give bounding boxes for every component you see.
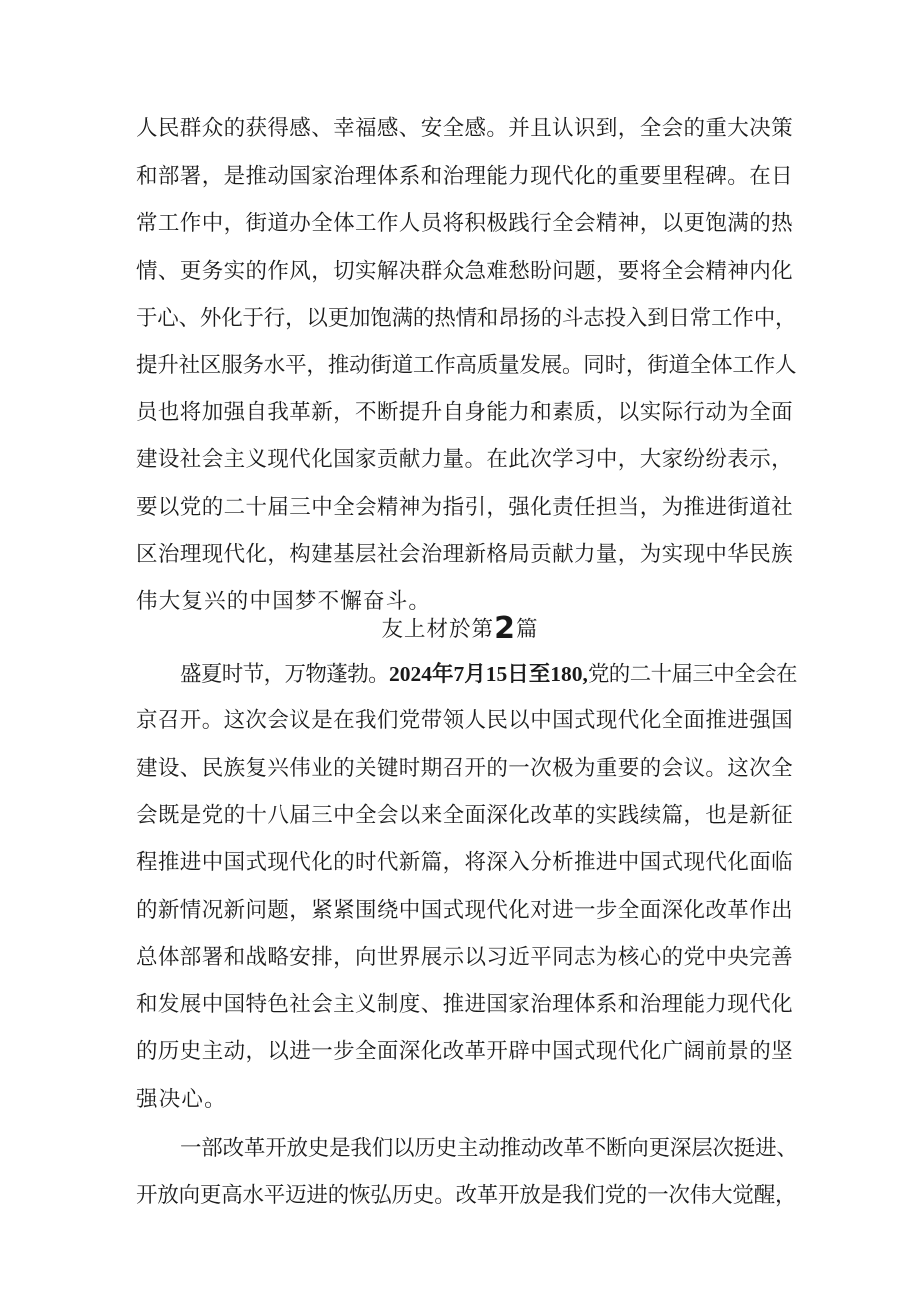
paragraph-2-date: 2024年7月15日至180, xyxy=(389,662,588,686)
paragraph-1-line-3: 常工作中，街道办全体工作人员将积极践行全会精神，以更饱满的热 xyxy=(136,211,794,236)
section-heading-number: 2 xyxy=(494,611,516,646)
paragraph-1-line-9: 要以党的二十届三中全会精神为指引，强化责任担当，为推进街道社 xyxy=(136,495,794,520)
paragraph-1-line-4: 情、更务实的作风，切实解决群众急难愁盼问题，要将全会精神内化 xyxy=(136,259,794,284)
paragraph-2-line-3: 建设、民族复兴伟业的关键时期召开的一次极为重要的会议。这次全 xyxy=(136,756,794,781)
paragraph-2-line-1-end: 党的二十届三中全会在 xyxy=(587,662,797,687)
paragraph-1-line-5: 于心、外化于行，以更加饱满的热情和昂扬的斗志投入到日常工作中， xyxy=(136,306,797,331)
paragraph-3-line-1: 一部改革开放史是我们以历史主动推动改革不断向更深层次挺进、 xyxy=(180,1136,798,1161)
section-heading-suffix: 篇 xyxy=(515,617,539,642)
paragraph-2-line-7: 总体部署和战略安排，向世界展示以习近平同志为核心的党中央完善 xyxy=(136,945,794,970)
paragraph-1-line-8: 建设社会主义现代化国家贡献力量。在此次学习中，大家纷纷表示， xyxy=(136,447,794,472)
section-heading-prefix: 友上材於第 xyxy=(381,617,495,642)
paragraph-2-line-5: 程推进中国式现代化的时代新篇，将深入分析推进中国式现代化面临 xyxy=(136,850,794,875)
paragraph-2-line-6: 的新情况新问题，紧紧围绕中国式现代化对进一步全面深化改革作出 xyxy=(136,898,794,923)
paragraph-1-line-7: 员也将加强自我革新，不断提升自身能力和素质，以实际行动为全面 xyxy=(136,400,794,425)
paragraph-2-opening: 盛夏时节，万物蓬勃。 xyxy=(180,662,390,687)
paragraph-1-line-6: 提升社区服务水平，推动街道工作高质量发展。同时，街道全体工作人 xyxy=(136,353,797,378)
paragraph-1-line-11: 伟大复兴的中国梦不懈奋斗。 xyxy=(136,589,432,614)
section-heading xyxy=(0,609,920,650)
paragraph-1-line-2: 和部署，是推动国家治理体系和治理能力现代化的重要里程碑。在日 xyxy=(136,164,794,189)
paragraph-2-line-9: 的历史主动，以进一步全面深化改革开辟中国式现代化广阔前景的坚 xyxy=(136,1039,794,1064)
paragraph-2-line-4: 会既是党的十八届三中全会以来全面深化改革的实践续篇，也是新征 xyxy=(136,803,794,828)
paragraph-3-line-2: 开放向更高水平迈进的恢弘历史。改革开放是我们党的一次伟大觉醒， xyxy=(136,1183,797,1208)
paragraph-1-line-10: 区治理现代化，构建基层社会治理新格局贡献力量，为实现中华民族 xyxy=(136,542,794,567)
paragraph-2-line-1 xyxy=(180,654,800,694)
paragraph-2-line-2: 京召开。这次会议是在我们党带领人民以中国式现代化全面推进强国 xyxy=(136,708,794,733)
paragraph-2-line-8: 和发展中国特色社会主义制度、推进国家治理体系和治理能力现代化 xyxy=(136,992,794,1017)
paragraph-2-line-10: 强决心。 xyxy=(136,1087,227,1112)
paragraph-1-line-1: 人民群众的获得感、幸福感、安全感。并且认识到，全会的重大决策 xyxy=(136,116,794,141)
